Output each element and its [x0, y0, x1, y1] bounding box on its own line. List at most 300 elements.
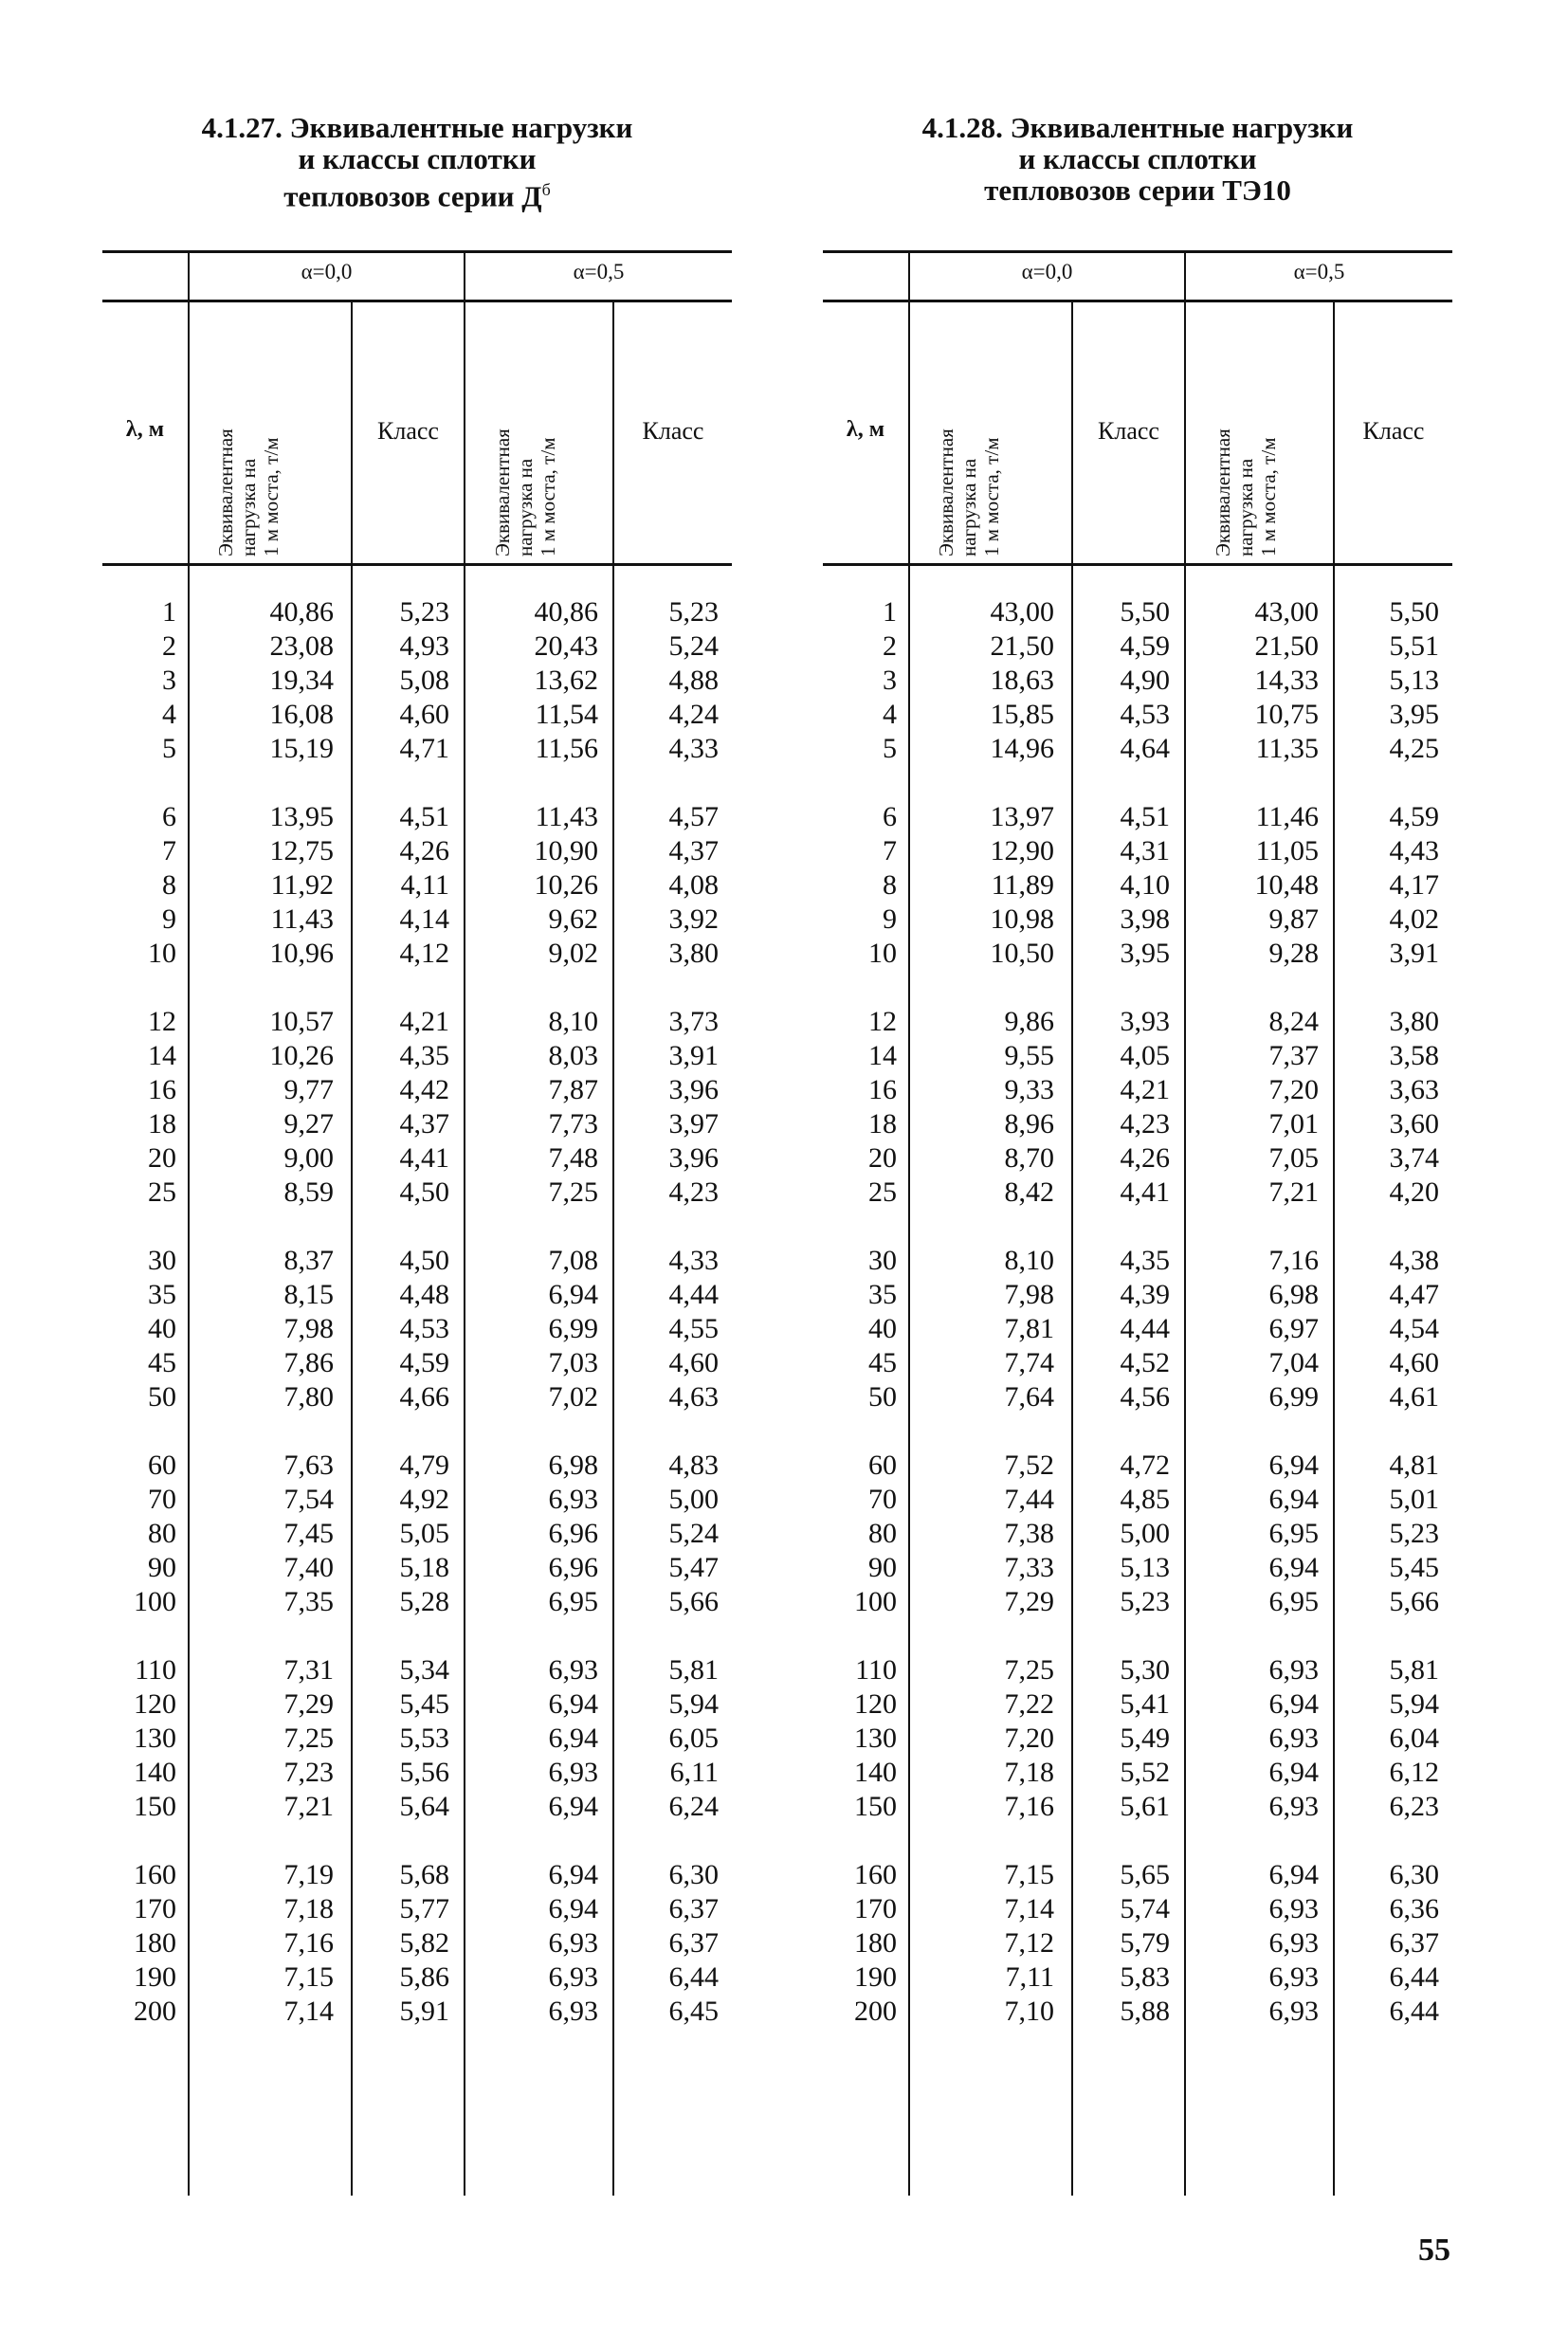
- load-header-line: нагрузка на: [514, 458, 537, 556]
- load-a0-cell: 15,19: [269, 733, 334, 764]
- group-spacer: [102, 1210, 732, 1244]
- lambda-cell: 16: [868, 1074, 897, 1105]
- class-a05-cell: 5,23: [1389, 1518, 1439, 1549]
- class-a05-cell: 3,73: [668, 1006, 719, 1037]
- load-a0-cell: 9,00: [283, 1142, 334, 1174]
- alpha-0-header: α=0,0: [1021, 260, 1073, 283]
- class-a0-cell: 5,64: [399, 1791, 449, 1822]
- load-a05-cell: 11,46: [1255, 801, 1319, 832]
- lambda-cell: 50: [868, 1381, 897, 1413]
- lambda-cell: 140: [134, 1757, 176, 1788]
- lambda-cell: 70: [868, 1484, 897, 1515]
- class-a0-cell: 5,34: [399, 1654, 449, 1686]
- table-row: [823, 732, 1452, 766]
- load-a0-cell: 7,18: [1004, 1757, 1054, 1788]
- class-a0-cell: 5,30: [1120, 1654, 1170, 1686]
- class-a05-cell: 6,05: [668, 1723, 719, 1754]
- load-header-line: нагрузка на: [957, 458, 980, 556]
- table-row: [102, 732, 732, 766]
- load-a0-cell: 23,08: [269, 630, 334, 662]
- table-row: [102, 1517, 732, 1551]
- class-a0-cell: 4,53: [1120, 699, 1170, 730]
- class-a0-cell: 4,53: [399, 1313, 449, 1344]
- lambda-cell: 110: [855, 1654, 897, 1686]
- class-a0-cell: 5,88: [1120, 1996, 1170, 2027]
- load-a0-cell: 8,42: [1004, 1176, 1054, 1208]
- class-a05-cell: 6,45: [668, 1996, 719, 2027]
- load-a0-cell: 7,35: [283, 1586, 334, 1617]
- table-caption: [102, 112, 732, 211]
- lambda-cell: 90: [868, 1552, 897, 1583]
- table-row: [823, 1960, 1452, 1995]
- lambda-cell: 180: [854, 1927, 897, 1959]
- lambda-cell: 200: [854, 1996, 897, 2027]
- table-row: [823, 868, 1452, 903]
- class-a0-cell: 4,05: [1120, 1040, 1170, 1071]
- class-a0-cell: 4,72: [1120, 1449, 1170, 1481]
- table-row: [823, 1790, 1452, 1824]
- class-a05-cell: 4,08: [668, 869, 719, 901]
- load-a05-cell: 6,95: [1268, 1586, 1319, 1617]
- class-a05-cell: 4,20: [1389, 1176, 1439, 1208]
- load-a0-cell: 7,22: [1004, 1688, 1054, 1720]
- load-a0-cell: 8,70: [1004, 1142, 1054, 1174]
- class-a0-cell: 4,79: [399, 1449, 449, 1481]
- table-row: [102, 868, 732, 903]
- load-header-line: Эквивалентная: [491, 428, 514, 556]
- load-a0-cell: 8,96: [1004, 1108, 1054, 1140]
- table-row: [102, 1244, 732, 1278]
- load-a05-cell: 11,05: [1255, 835, 1319, 866]
- load-a0-cell: 7,14: [283, 1996, 334, 2027]
- class-a05-cell: 4,63: [668, 1381, 719, 1413]
- load-a0-cell: 7,52: [1004, 1449, 1054, 1481]
- load-a0-cell: 7,25: [1004, 1654, 1054, 1686]
- load-a0-cell: 7,15: [1004, 1859, 1054, 1890]
- load-a0-cell: 7,64: [1004, 1381, 1054, 1413]
- class-a0-cell: 4,14: [399, 903, 449, 935]
- lambda-cell: 40: [868, 1313, 897, 1344]
- load-a05-cell: 11,43: [535, 801, 598, 832]
- table-row: [823, 1005, 1452, 1039]
- class-a0-cell: 4,41: [399, 1142, 449, 1174]
- load-a05-cell: 10,75: [1254, 699, 1319, 730]
- table-row: [823, 1653, 1452, 1687]
- class-a05-cell: 6,30: [668, 1859, 719, 1890]
- group-spacer: [102, 766, 732, 800]
- class-a0-cell: 4,51: [1120, 801, 1170, 832]
- class-a05-cell: 5,24: [668, 1518, 719, 1549]
- lambda-cell: 25: [148, 1176, 176, 1208]
- class-a0-cell: 4,59: [1120, 630, 1170, 662]
- class-a0-cell: 4,48: [399, 1279, 449, 1310]
- table-row: [823, 1517, 1452, 1551]
- load-a05-cell: 6,98: [548, 1449, 598, 1481]
- lambda-cell: 8: [162, 869, 176, 901]
- class-a05-cell: 3,58: [1389, 1040, 1439, 1071]
- class-a05-cell: 6,11: [669, 1757, 719, 1788]
- load-a0-cell: 8,10: [1004, 1245, 1054, 1276]
- class-a0-cell: 4,56: [1120, 1381, 1170, 1413]
- load-a0-cell: 16,08: [269, 699, 334, 730]
- group-spacer: [823, 1824, 1452, 1858]
- table-row: [823, 1039, 1452, 1073]
- load-a05-cell: 7,03: [548, 1347, 598, 1378]
- table-row: [823, 1346, 1452, 1380]
- table-row: [823, 698, 1452, 732]
- table-body: [823, 595, 1452, 2029]
- table-row: [102, 1346, 732, 1380]
- table-row: [823, 1073, 1452, 1107]
- class-a0-cell: 5,83: [1120, 1961, 1170, 1993]
- class-a05-cell: 5,47: [668, 1552, 719, 1583]
- load-a05-cell: 11,54: [535, 699, 598, 730]
- load-a0-cell: 8,37: [283, 1245, 334, 1276]
- class-a0-cell: 5,05: [399, 1518, 449, 1549]
- lambda-cell: 30: [868, 1245, 897, 1276]
- load-a0-cell: 11,92: [270, 869, 334, 901]
- lambda-cell: 18: [148, 1108, 176, 1140]
- lambda-cell: 120: [854, 1688, 897, 1720]
- table-row: [823, 1756, 1452, 1790]
- lambda-cell: 5: [883, 733, 897, 764]
- load-a05-cell: 6,94: [1268, 1484, 1319, 1515]
- load-header: [935, 308, 1048, 556]
- table-row: [102, 664, 732, 698]
- load-a05-cell: 20,43: [534, 630, 598, 662]
- load-a0-cell: 8,15: [283, 1279, 334, 1310]
- class-a05-cell: 4,25: [1389, 733, 1439, 764]
- table-row: [102, 1926, 732, 1960]
- lambda-cell: 80: [148, 1518, 176, 1549]
- class-a05-cell: 5,66: [1389, 1586, 1439, 1617]
- lambda-cell: 9: [162, 903, 176, 935]
- load-header-line: 1 м моста, т/м: [980, 437, 1003, 556]
- class-a0-cell: 5,52: [1120, 1757, 1170, 1788]
- class-a0-cell: 4,26: [399, 835, 449, 866]
- lambda-cell: 14: [148, 1040, 176, 1071]
- group-spacer: [823, 1414, 1452, 1449]
- table-row: [102, 1141, 732, 1176]
- class-a05-cell: 5,81: [668, 1654, 719, 1686]
- table-caption: [823, 112, 1452, 206]
- caption-line-1: 4.1.27. Эквивалентные нагрузки: [201, 111, 633, 144]
- alpha-rule: [102, 300, 732, 302]
- load-a05-cell: 6,94: [1268, 1859, 1319, 1890]
- class-a05-cell: 4,24: [668, 699, 719, 730]
- lambda-cell: 160: [854, 1859, 897, 1890]
- load-a05-cell: 7,20: [1268, 1074, 1319, 1105]
- load-a05-cell: 6,93: [548, 1484, 598, 1515]
- class-a05-cell: 3,96: [668, 1074, 719, 1105]
- load-a0-cell: 7,21: [283, 1791, 334, 1822]
- class-header: Класс: [377, 417, 439, 445]
- alpha-05-header: α=0,5: [573, 260, 625, 283]
- class-a05-cell: 4,60: [668, 1347, 719, 1378]
- lambda-cell: 200: [134, 1996, 176, 2027]
- class-a0-cell: 4,12: [399, 938, 449, 969]
- load-a0-cell: 8,59: [283, 1176, 334, 1208]
- load-a05-cell: 11,56: [535, 733, 598, 764]
- table-row: [102, 1380, 732, 1414]
- load-a0-cell: 7,12: [1004, 1927, 1054, 1959]
- table-row: [102, 1005, 732, 1039]
- table-row: [823, 1278, 1452, 1312]
- load-a05-cell: 7,25: [548, 1176, 598, 1208]
- class-a05-cell: 3,74: [1389, 1142, 1439, 1174]
- lambda-cell: 16: [148, 1074, 176, 1105]
- table-row: [823, 1858, 1452, 1892]
- class-a0-cell: 5,18: [399, 1552, 449, 1583]
- load-a0-cell: 7,31: [283, 1654, 334, 1686]
- load-a05-cell: 6,98: [1268, 1279, 1319, 1310]
- caption-line-2: и классы сплотки: [298, 142, 537, 175]
- class-a05-cell: 3,80: [668, 938, 719, 969]
- class-a0-cell: 5,56: [399, 1757, 449, 1788]
- class-a05-cell: 6,44: [668, 1961, 719, 1993]
- load-a05-cell: 6,94: [548, 1279, 598, 1310]
- load-a05-cell: 13,62: [534, 665, 598, 696]
- load-a05-cell: 7,08: [548, 1245, 598, 1276]
- class-a0-cell: 3,95: [1120, 938, 1170, 969]
- caption-line-3: [102, 174, 732, 211]
- class-a0-cell: 4,26: [1120, 1142, 1170, 1174]
- load-a05-cell: 9,28: [1268, 938, 1319, 969]
- load-a05-cell: 6,93: [548, 1654, 598, 1686]
- class-a05-cell: 3,96: [668, 1142, 719, 1174]
- class-a0-cell: 5,86: [399, 1961, 449, 1993]
- class-header: Класс: [1098, 417, 1159, 445]
- class-a05-cell: 6,44: [1389, 1996, 1439, 2027]
- class-a0-cell: 5,74: [1120, 1893, 1170, 1924]
- load-a05-cell: 14,33: [1254, 665, 1319, 696]
- class-a0-cell: 4,60: [399, 699, 449, 730]
- table-row: [102, 1790, 732, 1824]
- load-a0-cell: 40,86: [269, 596, 334, 628]
- class-a05-cell: 4,88: [668, 665, 719, 696]
- load-a0-cell: 10,50: [990, 938, 1054, 969]
- class-a05-cell: 3,97: [668, 1108, 719, 1140]
- class-a05-cell: 5,51: [1389, 630, 1439, 662]
- lambda-header: λ, м: [125, 417, 165, 442]
- class-a0-cell: 5,23: [1120, 1586, 1170, 1617]
- class-a05-cell: 5,45: [1389, 1552, 1439, 1583]
- load-a0-cell: 21,50: [990, 630, 1054, 662]
- lambda-cell: 90: [148, 1552, 176, 1583]
- caption-line-2: и классы сплотки: [1018, 142, 1257, 175]
- table-row: [102, 629, 732, 664]
- class-a0-cell: 4,93: [399, 630, 449, 662]
- class-a0-cell: 4,64: [1120, 733, 1170, 764]
- class-a05-cell: 4,44: [668, 1279, 719, 1310]
- load-header-line: 1 м моста, т/м: [1257, 437, 1280, 556]
- lambda-cell: 45: [148, 1347, 176, 1378]
- group-spacer: [823, 1619, 1452, 1653]
- lambda-cell: 10: [148, 938, 176, 969]
- load-a0-cell: 7,25: [283, 1723, 334, 1754]
- load-a0-cell: 7,63: [283, 1449, 334, 1481]
- load-a0-cell: 7,81: [1004, 1313, 1054, 1344]
- table-row: [823, 629, 1452, 664]
- class-a0-cell: 4,10: [1120, 869, 1170, 901]
- class-a0-cell: 4,51: [399, 801, 449, 832]
- table-row: [102, 800, 732, 834]
- load-a05-cell: 6,96: [548, 1518, 598, 1549]
- load-a05-cell: 6,99: [1268, 1381, 1319, 1413]
- class-a0-cell: 4,85: [1120, 1484, 1170, 1515]
- load-a05-cell: 9,02: [548, 938, 598, 969]
- load-a05-cell: 21,50: [1254, 630, 1319, 662]
- lambda-cell: 40: [148, 1313, 176, 1344]
- class-a05-cell: 5,66: [668, 1586, 719, 1617]
- table-row: [823, 1107, 1452, 1141]
- class-a05-cell: 3,91: [1389, 938, 1439, 969]
- load-a0-cell: 7,20: [1004, 1723, 1054, 1754]
- class-a05-cell: 3,63: [1389, 1074, 1439, 1105]
- lambda-cell: 7: [883, 835, 897, 866]
- lambda-cell: 130: [134, 1723, 176, 1754]
- table-row: [102, 1653, 732, 1687]
- class-a0-cell: 5,79: [1120, 1927, 1170, 1959]
- class-a05-cell: 4,43: [1389, 835, 1439, 866]
- table-row: [823, 1312, 1452, 1346]
- load-a0-cell: 7,74: [1004, 1347, 1054, 1378]
- table-row: [102, 1585, 732, 1619]
- table-row: [102, 1858, 732, 1892]
- load-a0-cell: 13,95: [269, 801, 334, 832]
- class-a05-cell: 6,37: [668, 1893, 719, 1924]
- lambda-cell: 20: [868, 1142, 897, 1174]
- class-a05-cell: 4,37: [668, 835, 719, 866]
- table-row: [102, 1551, 732, 1585]
- load-a05-cell: 10,48: [1254, 869, 1319, 901]
- load-a0-cell: 14,96: [990, 733, 1054, 764]
- table-row: [102, 595, 732, 629]
- class-a0-cell: 4,59: [399, 1347, 449, 1378]
- load-header-line: 1 м моста, т/м: [537, 437, 559, 556]
- load-header-line: нагрузка на: [1234, 458, 1257, 556]
- table-row: [823, 1449, 1452, 1483]
- class-a05-cell: 6,36: [1389, 1893, 1439, 1924]
- load-a05-cell: 6,93: [1268, 1654, 1319, 1686]
- load-a0-cell: 7,10: [1004, 1996, 1054, 2027]
- class-a0-cell: 5,08: [399, 665, 449, 696]
- caption-superscript: б: [541, 180, 551, 199]
- table-row: [823, 1892, 1452, 1926]
- lambda-cell: 190: [134, 1961, 176, 1993]
- table-row: [102, 1312, 732, 1346]
- load-a05-cell: 10,26: [534, 869, 598, 901]
- header-rule: [102, 563, 732, 566]
- load-a05-cell: 7,05: [1268, 1142, 1319, 1174]
- load-a05-cell: 11,35: [1255, 733, 1319, 764]
- class-a0-cell: 5,28: [399, 1586, 449, 1617]
- load-a05-cell: 7,48: [548, 1142, 598, 1174]
- load-a05-cell: 6,94: [548, 1688, 598, 1720]
- load-a05-cell: 6,93: [548, 1996, 598, 2027]
- group-spacer: [823, 766, 1452, 800]
- load-a05-cell: 7,04: [1268, 1347, 1319, 1378]
- table-row: [823, 800, 1452, 834]
- class-a05-cell: 5,13: [1389, 665, 1439, 696]
- class-a0-cell: 4,50: [399, 1245, 449, 1276]
- table-row: [823, 1687, 1452, 1722]
- class-a0-cell: 5,41: [1120, 1688, 1170, 1720]
- class-a0-cell: 4,21: [399, 1006, 449, 1037]
- class-a0-cell: 5,00: [1120, 1518, 1170, 1549]
- load-a0-cell: 7,38: [1004, 1518, 1054, 1549]
- load-a05-cell: 6,93: [1268, 1893, 1319, 1924]
- class-a0-cell: 4,11: [400, 869, 449, 901]
- class-a0-cell: 4,35: [399, 1040, 449, 1071]
- load-a05-cell: 7,02: [548, 1381, 598, 1413]
- load-a05-cell: 6,94: [548, 1893, 598, 1924]
- load-a05-cell: 7,16: [1268, 1245, 1319, 1276]
- load-a05-cell: 8,03: [548, 1040, 598, 1071]
- class-a0-cell: 5,82: [399, 1927, 449, 1959]
- class-a05-cell: 4,81: [1389, 1449, 1439, 1481]
- class-a05-cell: 5,23: [668, 596, 719, 628]
- alpha-rule: [823, 300, 1452, 302]
- lambda-cell: 12: [868, 1006, 897, 1037]
- table-row: [102, 1039, 732, 1073]
- class-a0-cell: 5,13: [1120, 1552, 1170, 1583]
- load-a05-cell: 7,73: [548, 1108, 598, 1140]
- class-a0-cell: 4,42: [399, 1074, 449, 1105]
- load-a0-cell: 7,45: [283, 1518, 334, 1549]
- load-a05-cell: 6,94: [1268, 1449, 1319, 1481]
- table-row: [823, 937, 1452, 971]
- lambda-cell: 35: [868, 1279, 897, 1310]
- lambda-cell: 4: [883, 699, 897, 730]
- class-a0-cell: 4,71: [399, 733, 449, 764]
- lambda-header: λ, м: [846, 417, 885, 442]
- load-a0-cell: 12,90: [990, 835, 1054, 866]
- load-a0-cell: 15,85: [990, 699, 1054, 730]
- table-row: [102, 937, 732, 971]
- class-a05-cell: 4,02: [1389, 903, 1439, 935]
- table-row: [823, 1926, 1452, 1960]
- table-row: [823, 1722, 1452, 1756]
- class-header: Класс: [1362, 417, 1425, 445]
- class-a05-cell: 4,57: [668, 801, 719, 832]
- table-row: [102, 1073, 732, 1107]
- table-row: [823, 1176, 1452, 1210]
- load-a0-cell: 12,75: [269, 835, 334, 866]
- lambda-cell: 7: [162, 835, 176, 866]
- class-a0-cell: 4,50: [399, 1176, 449, 1208]
- table-row: [823, 595, 1452, 629]
- lambda-cell: 10: [868, 938, 897, 969]
- class-a05-cell: 4,61: [1389, 1381, 1439, 1413]
- class-a05-cell: 3,91: [668, 1040, 719, 1071]
- table-row: [823, 1585, 1452, 1619]
- lambda-cell: 160: [134, 1859, 176, 1890]
- load-header-line: нагрузка на: [237, 458, 260, 556]
- class-a0-cell: 3,93: [1120, 1006, 1170, 1037]
- load-a0-cell: 9,77: [283, 1074, 334, 1105]
- load-a05-cell: 6,97: [1268, 1313, 1319, 1344]
- load-a0-cell: 7,29: [1004, 1586, 1054, 1617]
- load-a05-cell: 6,93: [1268, 1791, 1319, 1822]
- class-a0-cell: 4,90: [1120, 665, 1170, 696]
- class-a05-cell: 4,54: [1389, 1313, 1439, 1344]
- load-a0-cell: 10,57: [269, 1006, 334, 1037]
- class-a0-cell: 3,98: [1120, 903, 1170, 935]
- lambda-cell: 140: [854, 1757, 897, 1788]
- load-a05-cell: 6,93: [548, 1757, 598, 1788]
- class-a0-cell: 5,91: [399, 1996, 449, 2027]
